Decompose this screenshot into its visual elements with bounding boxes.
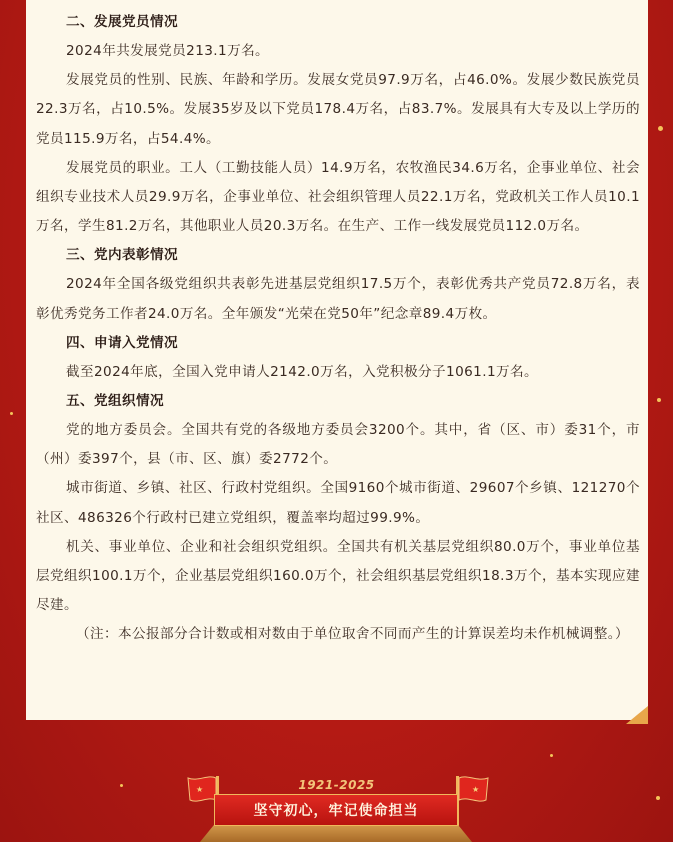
svg-text:★: ★	[472, 785, 480, 794]
paragraph: 发展党员的职业。工人（工勤技能人员）14.9万名，农牧渔民34.6万名，企事业单位、社会组织专业技术人员29.9万名，企事业单位、社会组织管理人员22.1万名，党政机关工作人员10.1万名，学生81.2万名，其他职业人员20.3万名。在生产、工作一线发展党员112.0万名。	[36, 159, 640, 235]
sparkle-dot	[10, 412, 13, 415]
report-content	[36, 8, 640, 650]
section-heading: 四、申请入党情况	[66, 334, 178, 351]
paragraph: 2024年全国各级党组织共表彰先进基层党组织17.5万个，表彰优秀共产党员72.8万名，表彰优秀党务工作者24.0万名。全年颁发“光荣在党50年”纪念章89.4万枚。	[36, 276, 640, 322]
paragraph: 2024年共发展党员213.1万名。	[66, 43, 270, 59]
sparkle-dot	[550, 754, 553, 757]
sparkle-dot	[658, 126, 663, 131]
section-heading: 五、党组织情况	[66, 393, 164, 410]
section-heading: 三、党内表彰情况	[66, 247, 178, 264]
footnote: （注：本公报部分合计数或相对数由于单位取舍不同而产生的计算误差均未作机械调整。）	[76, 626, 629, 643]
sparkle-dot	[656, 796, 660, 800]
paragraph: 城市街道、乡镇、社区、行政村党组织。全国9160个城市街道、29607个乡镇、121270个社区、486326个行政村已建立党组织，覆盖率均超过99.9%。	[36, 480, 640, 526]
section-heading: 二、发展党员情况	[66, 14, 178, 30]
paragraph: 发展党员的性别、民族、年龄和学历。发展女党员97.9万名，占46.0%。发展少数民族党员22.3万名，占10.5%。发展35岁及以下党员178.4万名，占83.7%。发展具有大专及以上学历的党员115.9万名，占54.4%。	[36, 72, 640, 147]
sparkle-dot	[657, 398, 661, 402]
paragraph: 截至2024年底，全国入党申请人2142.0万名，入党积极分子1061.1万名。	[66, 363, 538, 380]
footer-years: 1921-2025	[298, 778, 375, 792]
slogan-banner: 坚守初心，牢记使命担当	[214, 794, 458, 826]
paragraph: 机关、事业单位、企业和社会组织党组织。全国共有机关基层党组织80.0万个，事业单位基层党组织100.1万个，企业基层党组织160.0万个，社会组织基层党组织18.3万个，基本实现应建尽建。	[36, 538, 640, 614]
paragraph: 党的地方委员会。全国共有党的各级地方委员会3200个。其中，省（区、市）委31个，市（州）委397个，县（市、区、旗）委2772个。	[36, 422, 640, 468]
panel-corner-decoration	[626, 706, 648, 724]
svg-text:★: ★	[196, 785, 204, 794]
